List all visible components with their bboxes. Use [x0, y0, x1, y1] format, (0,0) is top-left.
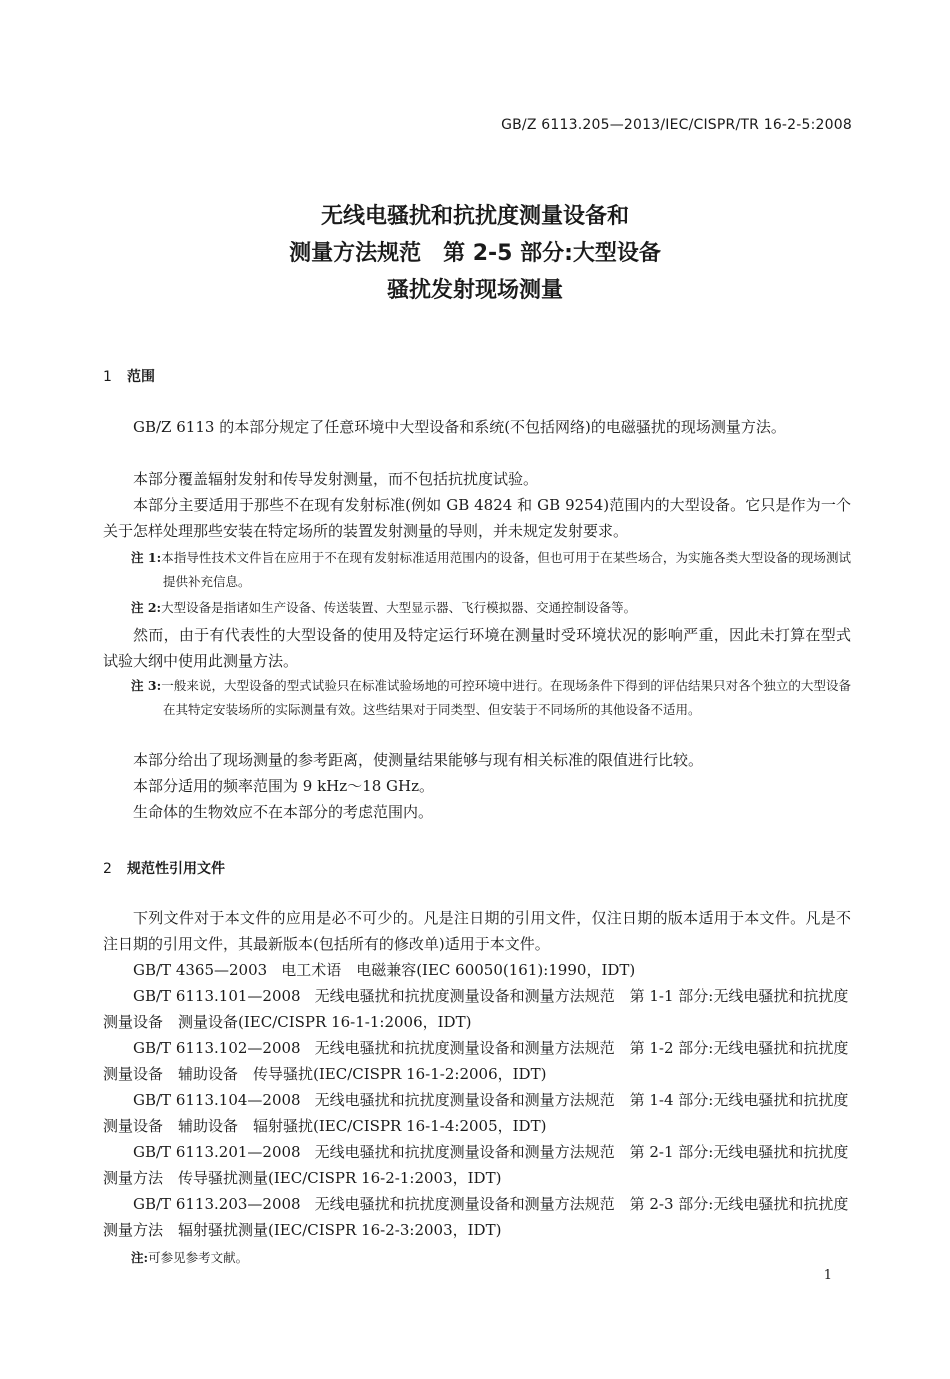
reference-item: [103, 1139, 851, 1191]
note-3-label: 注 3:: [131, 678, 162, 693]
note-1-label: 注 1:: [131, 550, 162, 565]
note-3-text: 一般来说，大型设备的型式试验只在标准试验场地的可控环境中进行。在现场条件下得到的评估结果只对各个独立的大型设备在其特定安装场所的实际测量有效。这些结果对于同类型、但安装于不同场所的其他设备不适用。: [161, 678, 851, 717]
reference-item: [103, 983, 851, 1035]
note-1-text: 本指导性技术文件旨在应用于不在现有发射标准适用范围内的设备，但也可用于在某些场合，为实施各类大型设备的现场测试提供补充信息。: [161, 550, 851, 589]
section-1-paragraph-4: 然而，由于有代表性的大型设备的使用及特定运行环境在测量时受环境状况的影响严重，因此未打算在型式试验大纲中使用此测量方法。: [103, 626, 851, 670]
document-title: [0, 198, 950, 309]
reference-text: 无线电骚扰和抗扰度测量设备和测量方法规范 第 1-2 部分:无线电骚扰和抗扰度测量设备 辅助设备 传导骚扰(IEC/CISPR 16-1-2:2006，IDT): [103, 1039, 849, 1083]
note-2-text: 大型设备是指诸如生产设备、传送装置、大型显示器、飞行模拟器、交通控制设备等。: [161, 600, 637, 615]
section-2-note: [131, 1246, 851, 1270]
section-1-paragraph-6: 本部分适用的频率范围为 9 kHz～18 GHz。: [133, 777, 434, 795]
document-identifier: GB/Z 6113.205—2013/IEC/CISPR/TR 16-2-5:2008: [501, 117, 852, 133]
section-2-title: 规范性引用文件: [127, 861, 225, 877]
title-line-1: 无线电骚扰和抗扰度测量设备和: [320, 204, 629, 229]
reference-item: [103, 1191, 851, 1243]
section-1-paragraph-2: 本部分覆盖辐射发射和传导发射测量，而不包括抗扰度试验。: [133, 470, 539, 488]
section-2-heading: [103, 858, 225, 878]
reference-code: GB/T 6113.102—2008: [133, 1039, 301, 1057]
reference-code: GB/T 6113.104—2008: [133, 1091, 301, 1109]
section-2-note-label: 注:: [131, 1250, 149, 1265]
note-3: [131, 674, 851, 722]
note-2: [131, 596, 851, 620]
page-number: 1: [823, 1268, 832, 1283]
section-1-paragraph-7: 生命体的生物效应不在本部分的考虑范围内。: [133, 803, 434, 821]
section-2-note-text: 可参见参考文献。: [148, 1250, 249, 1265]
reference-code: GB/T 6113.201—2008: [133, 1143, 301, 1161]
reference-item: [103, 1087, 851, 1139]
section-1-heading: [103, 366, 155, 386]
reference-item: [103, 957, 851, 983]
reference-code: GB/T 4365—2003: [133, 961, 268, 979]
section-1-number: 1: [103, 369, 112, 385]
reference-code: GB/T 6113.203—2008: [133, 1195, 301, 1213]
section-1-paragraph-3: 本部分主要适用于那些不在现有发射标准(例如 GB 4824 和 GB 9254)范围内的大型设备。它只是作为一个关于怎样处理那些安装在特定场所的装置发射测量的导则，并未规定发射要求。: [103, 496, 851, 540]
reference-text: 无线电骚扰和抗扰度测量设备和测量方法规范 第 1-4 部分:无线电骚扰和抗扰度测量设备 辅助设备 辐射骚扰(IEC/CISPR 16-1-4:2005，IDT): [103, 1091, 849, 1135]
section-1-paragraph-5: 本部分给出了现场测量的参考距离，使测量结果能够与现有相关标准的限值进行比较。: [133, 751, 704, 769]
reference-text: 电工术语 电磁兼容(IEC 60050(161):1990，IDT): [281, 961, 636, 979]
section-2-paragraph-1: 下列文件对于本文件的应用是必不可少的。凡是注日期的引用文件，仅注日期的版本适用于本文件。凡是不注日期的引用文件，其最新版本(包括所有的修改单)适用于本文件。: [103, 909, 851, 953]
reference-text: 无线电骚扰和抗扰度测量设备和测量方法规范 第 2-3 部分:无线电骚扰和抗扰度测量方法 辐射骚扰测量(IEC/CISPR 16-2-3:2003，IDT): [103, 1195, 849, 1239]
section-1-paragraph-1: GB/Z 6113 的本部分规定了任意环境中大型设备和系统(不包括网络)的电磁骚扰的现场测量方法。: [133, 418, 786, 436]
section-2-number: 2: [103, 861, 112, 877]
note-1: [131, 546, 851, 594]
note-2-label: 注 2:: [131, 600, 162, 615]
reference-code: GB/T 6113.101—2008: [133, 987, 301, 1005]
reference-item: [103, 1035, 851, 1087]
reference-text: 无线电骚扰和抗扰度测量设备和测量方法规范 第 2-1 部分:无线电骚扰和抗扰度测量方法 传导骚扰测量(IEC/CISPR 16-2-1:2003，IDT): [103, 1143, 849, 1187]
section-1-title: 范围: [127, 369, 155, 385]
title-line-3: 骚扰发射现场测量: [386, 278, 563, 303]
reference-text: 无线电骚扰和抗扰度测量设备和测量方法规范 第 1-1 部分:无线电骚扰和抗扰度测量设备 测量设备(IEC/CISPR 16-1-1:2006，IDT): [103, 987, 849, 1031]
title-line-2: 测量方法规范 第 2-5 部分:大型设备: [289, 241, 661, 266]
